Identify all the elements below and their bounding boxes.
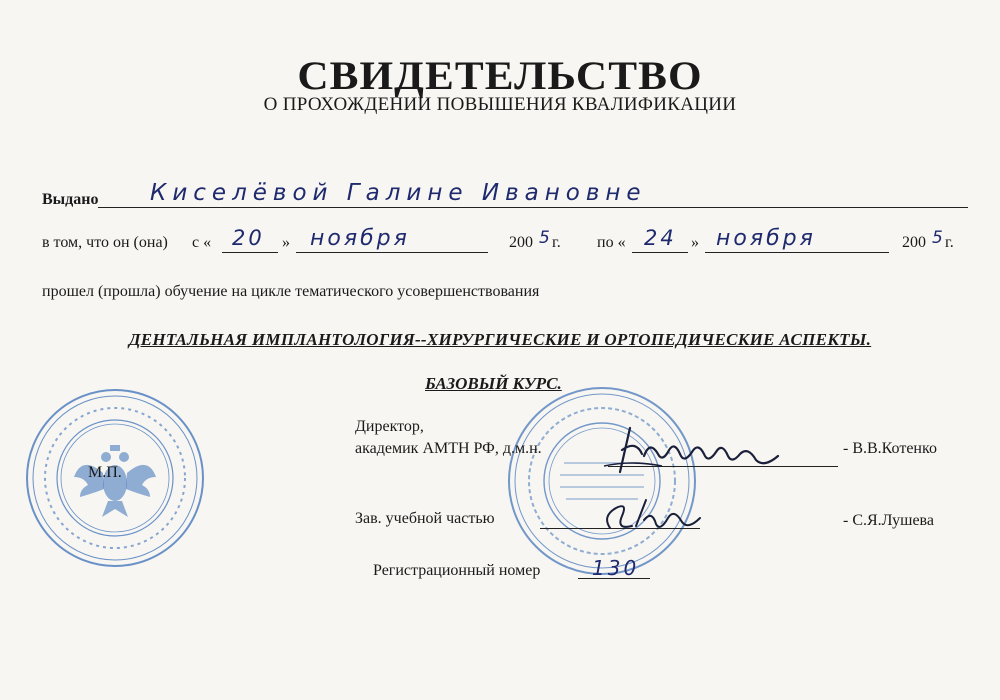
from-year-digit: 5 bbox=[539, 228, 550, 248]
from-month-underline bbox=[296, 252, 488, 253]
to-prefix: по « bbox=[597, 234, 626, 251]
academic-label: Зав. учебной частью bbox=[355, 510, 495, 527]
certificate-subtitle: О ПРОХОЖДЕНИИ ПОВЫШЕНИЯ КВАЛИФИКАЦИИ bbox=[263, 94, 737, 115]
to-year-suffix: г. bbox=[945, 234, 954, 251]
period-text: в том, что он (она) bbox=[42, 234, 168, 251]
academic-signature-icon bbox=[596, 496, 706, 540]
academic-name: - С.Я.Лушева bbox=[843, 512, 934, 529]
to-year-prefix: 200 bbox=[902, 234, 926, 251]
issued-label: Выдано bbox=[42, 191, 99, 208]
course-title: ДЕНТАЛЬНАЯ ИМПЛАНТОЛОГИЯ--ХИРУРГИЧЕСКИЕ И ОРТОПЕДИЧЕСКИЕ АСПЕКТЫ. bbox=[128, 330, 872, 349]
right-stamp-seal-icon bbox=[504, 383, 700, 579]
issued-to-name: Киселёвой Галине Ивановне bbox=[150, 180, 647, 206]
to-day: 24 bbox=[644, 226, 677, 250]
course-level: БАЗОВЫЙ КУРС. bbox=[425, 374, 562, 393]
to-day-close: » bbox=[691, 234, 699, 251]
director-signature-icon bbox=[592, 420, 782, 480]
training-text: прошел (прошла) обучение на цикле тематического усовершенствования bbox=[42, 283, 540, 300]
director-label-title: Директор, bbox=[355, 418, 424, 435]
director-label-degree: академик АМТН РФ, д.м.н. bbox=[355, 440, 542, 457]
issued-underline bbox=[98, 207, 968, 208]
to-year-digit: 5 bbox=[932, 228, 943, 248]
from-day-close: » bbox=[282, 234, 290, 251]
from-year-prefix: 200 bbox=[509, 234, 533, 251]
from-prefix: с « bbox=[192, 234, 212, 251]
from-year-suffix: г. bbox=[552, 234, 561, 251]
from-day: 20 bbox=[232, 226, 265, 250]
director-name: - В.В.Котенко bbox=[843, 440, 937, 457]
registration-label: Регистрационный номер bbox=[373, 562, 541, 579]
mp-label: М.П. bbox=[88, 464, 122, 481]
from-month: ноября bbox=[310, 226, 410, 251]
to-month: ноября bbox=[716, 226, 816, 251]
certificate-title: СВИДЕТЕЛЬСТВО bbox=[297, 53, 703, 98]
to-day-underline bbox=[632, 252, 688, 253]
from-day-underline bbox=[222, 252, 278, 253]
registration-number: 130 bbox=[592, 556, 640, 580]
to-month-underline bbox=[705, 252, 889, 253]
